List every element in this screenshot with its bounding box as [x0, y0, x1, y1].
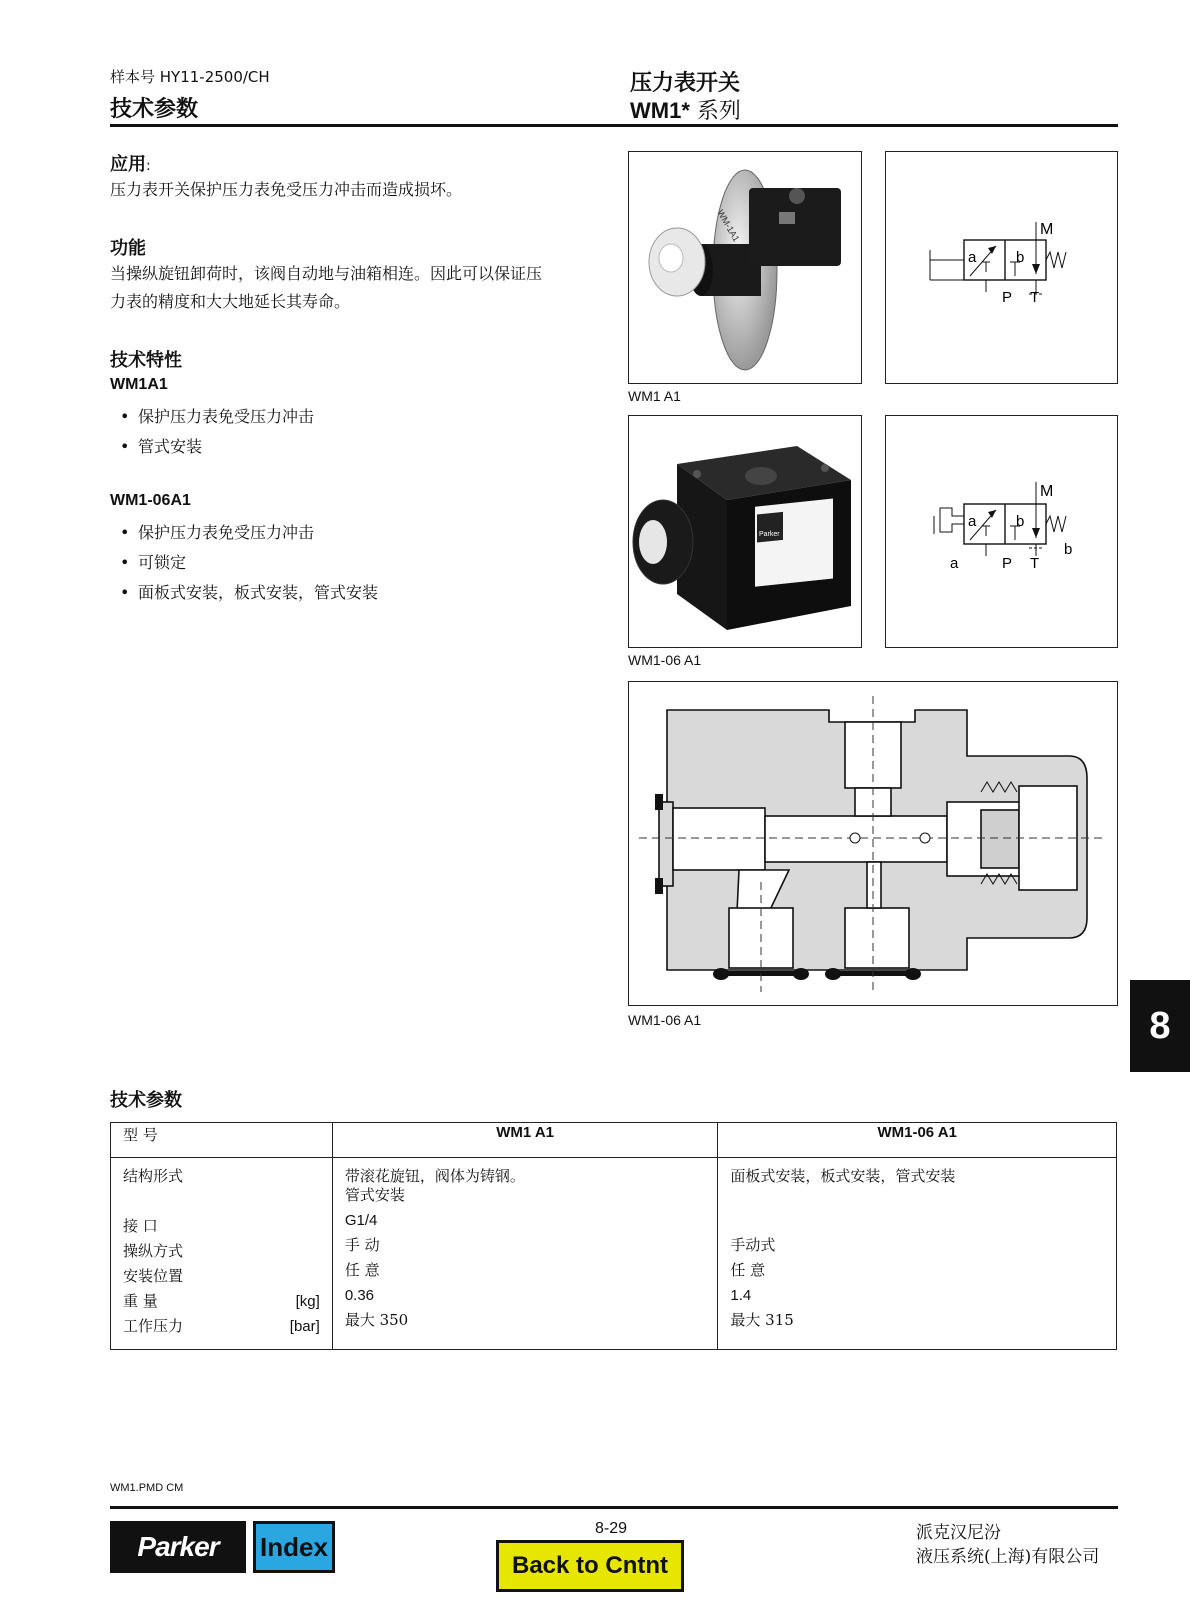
cell-construction: 带滚花旋钮，阀体为铸钢。	[344, 1167, 525, 1185]
row-label: 接 口	[123, 1217, 158, 1235]
section-title: 技术参数	[110, 97, 199, 122]
list-item: • 保护压力表免受压力冲击	[110, 402, 314, 432]
caption-wm106a1: WM1-06 A1	[628, 652, 702, 668]
function-line-1: 当操纵旋钮卸荷时，该阀自动地与油箱相连。因此可以保证压	[110, 264, 543, 283]
list-item: • 面板式安装，板式安装，管式安装	[110, 578, 378, 608]
symbol1-port-M: M	[1040, 221, 1054, 238]
symbol1-drawing	[886, 152, 1117, 383]
series-model: WM1*	[630, 98, 690, 123]
application-heading	[110, 150, 151, 176]
cell-construction: 面板式安装，板式安装，管式安装	[730, 1167, 956, 1185]
col-header-wm1a1: WM1 A1	[332, 1123, 718, 1158]
photo-wm1a1-image	[629, 152, 861, 383]
table-row-label	[123, 1289, 320, 1314]
application-text: 压力表开关保护压力表免受压力冲击而造成损坏。	[110, 180, 463, 199]
col-header-model: 型 号	[111, 1123, 333, 1158]
file-code: WM1.PMD CM	[110, 1482, 184, 1494]
page-number: 8-29	[595, 1520, 628, 1537]
list-item: • 可锁定	[110, 548, 378, 578]
cell-pressure: 最大 315	[730, 1311, 794, 1329]
table-row-label	[123, 1264, 320, 1289]
symbol1-port-b: b	[1016, 249, 1025, 266]
row-unit: [bar]	[289, 1318, 320, 1335]
row-label: 结构形式	[123, 1167, 184, 1185]
cell-operation: 手动式	[730, 1236, 776, 1254]
footer-rule	[110, 1506, 1118, 1509]
hydraulic-symbol-wm1a1	[885, 151, 1118, 384]
cell-pressure: 最大 350	[344, 1311, 409, 1329]
function-line-2: 力表的精度和大大地延长其寿命。	[110, 292, 351, 311]
company-name-line-1: 派克汉尼汾	[916, 1523, 1001, 1543]
symbol2-spring-b: b	[1064, 541, 1073, 558]
series-word: 系列	[696, 99, 741, 124]
symbol2-port-a: a	[968, 513, 977, 530]
row-label: 安装位置	[123, 1267, 184, 1285]
wm1a1-column	[332, 1158, 718, 1350]
cell-construction-2: 管式安装	[344, 1186, 405, 1204]
caption-section: WM1-06 A1	[628, 1012, 702, 1028]
list-item: • 管式安装	[110, 432, 314, 462]
hydraulic-symbol-wm106a1	[885, 415, 1118, 648]
table-header-row	[111, 1123, 1117, 1158]
cell-port	[730, 1208, 1104, 1233]
table-row-label	[123, 1214, 320, 1239]
function-heading: 功能	[110, 238, 146, 259]
section-drawing	[629, 682, 1117, 1005]
cell-weight: 1.4	[730, 1287, 752, 1304]
application-colon: :	[146, 158, 151, 174]
photo-wm106a1	[628, 415, 862, 648]
index-button[interactable]: Index	[253, 1521, 335, 1573]
photo1-label: WM-1A1	[715, 208, 742, 244]
symbol2-port-T: T	[1030, 555, 1040, 572]
row-label: 重 量	[123, 1292, 158, 1310]
table-row-label-spacer	[123, 1189, 320, 1214]
photo2-brand: Parker	[759, 531, 780, 538]
cell-port: G1/4	[344, 1212, 378, 1229]
cell-weight: 0.36	[344, 1287, 375, 1304]
feature-model-wm1a1: WM1A1	[110, 376, 168, 393]
chapter-tab[interactable]: 8	[1130, 980, 1190, 1072]
symbol2-actuator-a: a	[950, 555, 959, 572]
back-to-contents-button[interactable]: Back to Cntnt	[496, 1540, 684, 1592]
parker-logo: Parker	[110, 1521, 246, 1573]
symbol2-port-P: P	[1002, 555, 1013, 572]
photo-wm1a1	[628, 151, 862, 384]
symbol1-port-a: a	[968, 249, 977, 266]
feature-model-wm106a1: WM1-06A1	[110, 492, 191, 509]
cell-mounting: 任 意	[730, 1261, 766, 1279]
row-unit: [kg]	[295, 1293, 320, 1310]
photo-wm106a1-image	[629, 416, 861, 647]
col-header-wm106a1: WM1-06 A1	[718, 1123, 1117, 1158]
symbol1-port-T: T	[1030, 289, 1040, 306]
row-label: 操纵方式	[123, 1242, 184, 1260]
symbol2-port-M: M	[1040, 483, 1054, 500]
header-rule	[110, 124, 1118, 127]
cell-operation: 手 动	[344, 1236, 380, 1254]
table-row-label	[123, 1164, 320, 1189]
series-title	[630, 94, 741, 125]
application-heading-text: 应用	[110, 154, 146, 175]
wm106a1-column	[718, 1158, 1117, 1350]
symbol2-drawing	[886, 416, 1117, 647]
table-title: 技术参数	[110, 1090, 182, 1111]
sectional-drawing-wm106a1	[628, 681, 1118, 1006]
row-label: 工作压力	[123, 1317, 184, 1335]
symbol2-port-b: b	[1016, 513, 1025, 530]
label-column	[111, 1158, 333, 1350]
catalog-number: 样本号 HY11-2500/CH	[110, 68, 270, 86]
company-name-line-2: 液压系统(上海)有限公司	[916, 1547, 1100, 1567]
table-row-label	[123, 1239, 320, 1264]
table-row-label	[123, 1314, 320, 1339]
spec-table	[110, 1122, 1117, 1350]
table-row	[111, 1158, 1117, 1350]
feature-list-wm106a1	[110, 518, 378, 608]
caption-wm1a1: WM1 A1	[628, 388, 681, 404]
feature-list-wm1a1	[110, 402, 314, 462]
features-heading: 技术特性	[110, 350, 182, 371]
cell-spacer	[730, 1189, 1104, 1208]
product-title: 压力表开关	[630, 71, 741, 96]
list-item: • 保护压力表免受压力冲击	[110, 518, 378, 548]
cell-mounting: 任 意	[344, 1261, 380, 1279]
symbol1-port-P: P	[1002, 289, 1013, 306]
